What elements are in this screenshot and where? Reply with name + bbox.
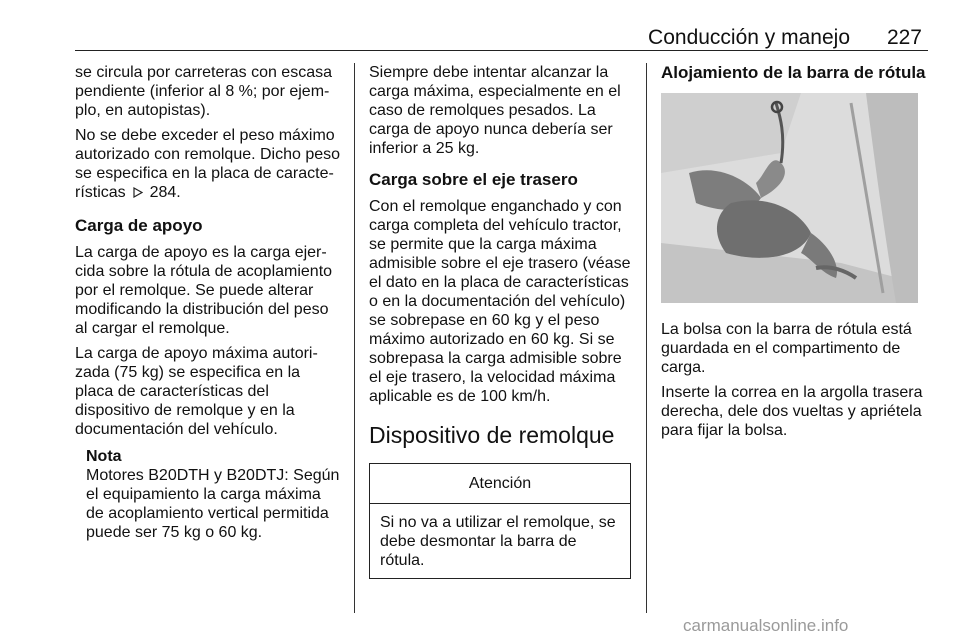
heading-carga-eje-trasero: Carga sobre el eje trasero [369, 170, 578, 189]
heading-carga-de-apoyo: Carga de apoyo [75, 216, 203, 235]
warning-title: Atención [370, 464, 630, 504]
paragraph: Siempre debe intentar alcanzar la carga máxima, especialmente en el caso de remolques pesados. La carga de apoyo nunca debería ser inferior a 25 kg. [369, 64, 621, 157]
page-header [75, 16, 928, 51]
column-divider-right [646, 63, 647, 613]
section-title: Conducción y manejo [648, 26, 850, 49]
note-title: Nota [86, 448, 122, 465]
cargo-bag-photo [661, 93, 918, 303]
paragraph: se circula por carreteras con escasa pendiente (inferior al 8 %; por ejemplo, en autopistas). [75, 64, 332, 119]
paragraph: La carga de apoyo es la carga ejercida sobre la rótula de acoplamiento por el remolque. Se puede alterar modificando la distribución del peso al cargar el remolque. [75, 244, 333, 337]
watermark: carmanualsonline.info [683, 616, 849, 635]
page-number: 227 [886, 26, 922, 49]
warning-box [369, 463, 631, 579]
paragraph: Con el remolque enganchado y con carga completa del vehículo tractor, se permite que la carga máxima admisible sobre el eje trasero (véase el dato en la placa de características o en la documentación del vehículo) se sobrepase en 60 kg y el peso máximo autorizado en 60 kg. Si se sobrepasa la carga admisible sobre el eje trasero, la velocidad máxima aplicable es de 100 km/h. [369, 198, 631, 405]
column-left [75, 63, 341, 542]
warning-text: Si no va a utilizar el remolque, se debe desmontar la barra de rótula. [380, 514, 616, 569]
column-middle [369, 63, 631, 579]
heading-alojamiento-barra: Alojamiento de la barra de rótula [661, 63, 926, 82]
column-divider-left [354, 63, 355, 613]
page-reference-link[interactable]: 284. [149, 184, 181, 201]
heading-dispositivo-de-remolque: Dispositivo de remolque [369, 422, 615, 448]
column-right [661, 63, 926, 446]
paragraph-text: No se debe exceder el peso máximo autorizado con remolque. Dicho peso se especifica en la placa de características [75, 127, 341, 201]
paragraph [75, 126, 341, 202]
cargo-bag-illustration [661, 93, 918, 303]
paragraph: La carga de apoyo máxima autorizada (75 kg) se especifica en la placa de características del dispositivo de remolque y en la documentación del vehículo. [75, 345, 318, 438]
paragraph: Inserte la correa en la argolla trasera derecha, dele dos vueltas y apriétela para fijar la bolsa. [661, 384, 923, 439]
paragraph: La bolsa con la barra de rótula está guardada en el compartimento de carga. [661, 321, 912, 376]
note-box [86, 447, 341, 542]
note-text: Motores B20DTH y B20DTJ: Según el equipamiento la carga máxima de acoplamiento vertical permitida puede ser 75 kg o 60 kg. [86, 467, 340, 541]
page-reference-triangle-icon [133, 187, 143, 198]
